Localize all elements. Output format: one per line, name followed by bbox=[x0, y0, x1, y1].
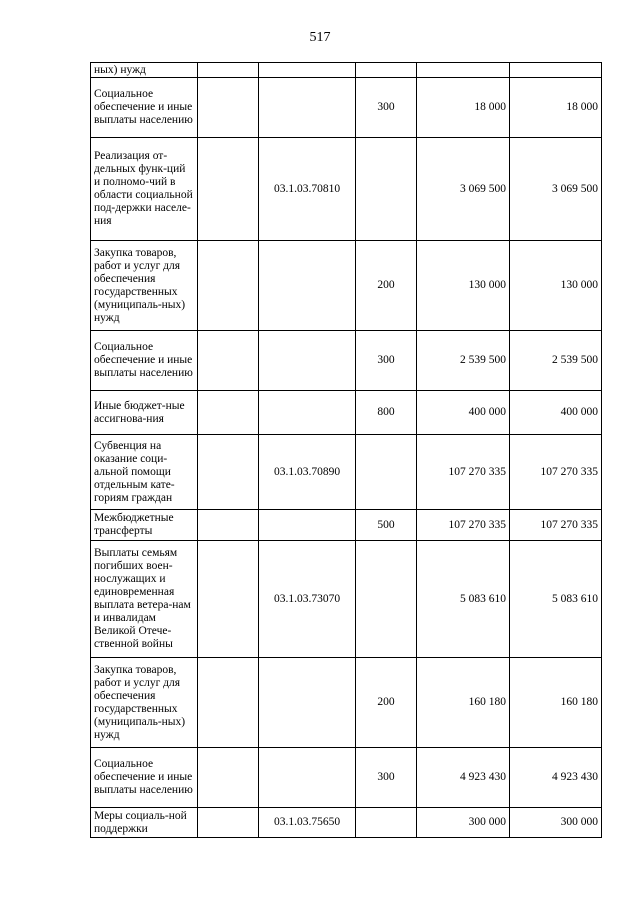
expense-type-cell bbox=[356, 541, 417, 658]
target-code-cell bbox=[259, 510, 356, 541]
expense-type-cell bbox=[356, 138, 417, 241]
item-name-cell: Социальное обеспечение и иные выплаты населению bbox=[91, 331, 198, 391]
item-name-cell: ных) нужд bbox=[91, 63, 198, 78]
table-row bbox=[91, 63, 602, 78]
table-row bbox=[91, 391, 602, 435]
empty-cell bbox=[198, 391, 259, 435]
target-code-cell bbox=[259, 658, 356, 748]
amount-cell: 400 000 bbox=[417, 391, 510, 435]
empty-cell bbox=[198, 331, 259, 391]
amount-cell: 4 923 430 bbox=[510, 748, 602, 808]
item-name-cell: Социальное обеспечение и иные выплаты населению bbox=[91, 748, 198, 808]
target-code-cell bbox=[259, 63, 356, 78]
expense-type-cell: 800 bbox=[356, 391, 417, 435]
item-name-cell: Межбюджетные трансферты bbox=[91, 510, 198, 541]
target-code-cell bbox=[259, 78, 356, 138]
amount-cell: 2 539 500 bbox=[417, 331, 510, 391]
amount-cell: 107 270 335 bbox=[417, 435, 510, 510]
expense-type-cell: 200 bbox=[356, 241, 417, 331]
table-row bbox=[91, 808, 602, 838]
target-code-cell bbox=[259, 331, 356, 391]
empty-cell bbox=[198, 63, 259, 78]
target-code-cell bbox=[259, 241, 356, 331]
amount-cell: 107 270 335 bbox=[510, 435, 602, 510]
amount-cell: 400 000 bbox=[510, 391, 602, 435]
expense-type-cell: 500 bbox=[356, 510, 417, 541]
target-code-cell: 03.1.03.75650 bbox=[259, 808, 356, 838]
table-row bbox=[91, 748, 602, 808]
amount-cell: 4 923 430 bbox=[417, 748, 510, 808]
item-name-cell: Реализация от-дельных функ-ций и полномо-чий в области социальной под-держки населе-ния bbox=[91, 138, 198, 241]
target-code-cell: 03.1.03.73070 bbox=[259, 541, 356, 658]
amount-cell: 5 083 610 bbox=[417, 541, 510, 658]
empty-cell bbox=[198, 138, 259, 241]
item-name-cell: Закупка товаров, работ и услуг для обеспечения государственных (муниципаль-ных) нужд bbox=[91, 241, 198, 331]
expense-type-cell bbox=[356, 435, 417, 510]
amount-cell: 160 180 bbox=[417, 658, 510, 748]
amount-cell: 18 000 bbox=[417, 78, 510, 138]
expense-type-cell: 300 bbox=[356, 78, 417, 138]
item-name-cell: Меры социаль-ной поддержки bbox=[91, 808, 198, 838]
item-name-cell: Социальное обеспечение и иные выплаты населению bbox=[91, 78, 198, 138]
empty-cell bbox=[198, 435, 259, 510]
amount-cell: 130 000 bbox=[417, 241, 510, 331]
table-row bbox=[91, 241, 602, 331]
expense-type-cell: 300 bbox=[356, 331, 417, 391]
empty-cell bbox=[198, 241, 259, 331]
table-row bbox=[91, 510, 602, 541]
target-code-cell: 03.1.03.70890 bbox=[259, 435, 356, 510]
target-code-cell: 03.1.03.70810 bbox=[259, 138, 356, 241]
target-code-cell bbox=[259, 391, 356, 435]
item-name-cell: Иные бюджет-ные ассигнова-ния bbox=[91, 391, 198, 435]
budget-table bbox=[90, 62, 602, 838]
table-row bbox=[91, 331, 602, 391]
amount-cell: 107 270 335 bbox=[417, 510, 510, 541]
amount-cell: 300 000 bbox=[417, 808, 510, 838]
amount-cell bbox=[417, 63, 510, 78]
amount-cell: 18 000 bbox=[510, 78, 602, 138]
item-name-cell: Субвенция на оказание соци-альной помощи отдельным кате-гориям граждан bbox=[91, 435, 198, 510]
empty-cell bbox=[198, 748, 259, 808]
table-row bbox=[91, 658, 602, 748]
item-name-cell: Выплаты семьям погибших воен-нослужащих и единовременная выплата ветера-нам и инвалидам Великой Отече-ственной войны bbox=[91, 541, 198, 658]
item-name-cell: Закупка товаров, работ и услуг для обеспечения государственных (муниципаль-ных) нужд bbox=[91, 658, 198, 748]
expense-type-cell bbox=[356, 808, 417, 838]
expense-type-cell: 200 bbox=[356, 658, 417, 748]
empty-cell bbox=[198, 658, 259, 748]
amount-cell bbox=[510, 63, 602, 78]
target-code-cell bbox=[259, 748, 356, 808]
amount-cell: 160 180 bbox=[510, 658, 602, 748]
table-row bbox=[91, 138, 602, 241]
table-row bbox=[91, 541, 602, 658]
amount-cell: 3 069 500 bbox=[417, 138, 510, 241]
table-row bbox=[91, 435, 602, 510]
amount-cell: 107 270 335 bbox=[510, 510, 602, 541]
amount-cell: 2 539 500 bbox=[510, 331, 602, 391]
amount-cell: 3 069 500 bbox=[510, 138, 602, 241]
amount-cell: 5 083 610 bbox=[510, 541, 602, 658]
expense-type-cell bbox=[356, 63, 417, 78]
page-number: 517 bbox=[309, 30, 331, 45]
amount-cell: 130 000 bbox=[510, 241, 602, 331]
empty-cell bbox=[198, 78, 259, 138]
amount-cell: 300 000 bbox=[510, 808, 602, 838]
empty-cell bbox=[198, 808, 259, 838]
empty-cell bbox=[198, 541, 259, 658]
expense-type-cell: 300 bbox=[356, 748, 417, 808]
empty-cell bbox=[198, 510, 259, 541]
table-row bbox=[91, 78, 602, 138]
